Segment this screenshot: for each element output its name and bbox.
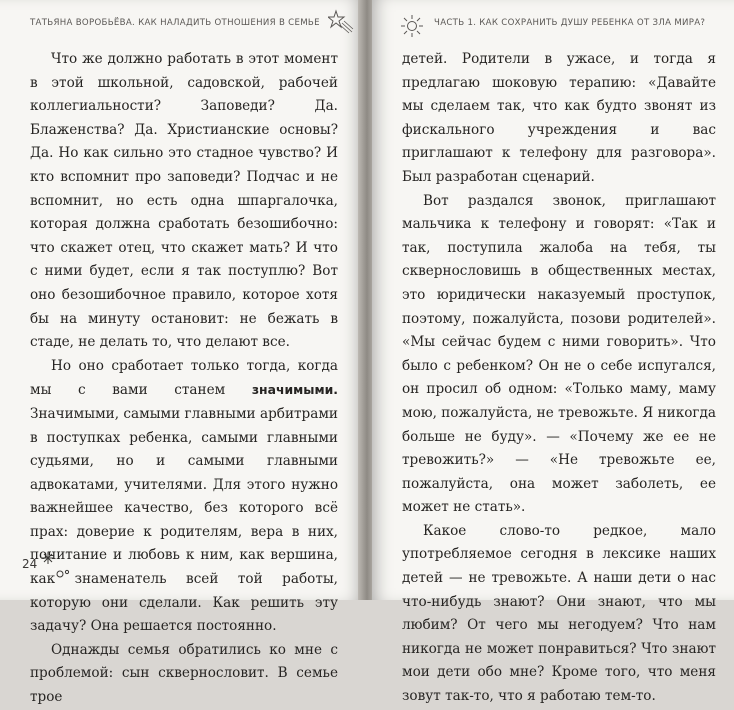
left-paragraph-1: Что же должно работать в этот момент в этой школьной, садовской, рабочей коллегиальности? Заповеди? Да. Блаженства? Да. Христианские основы? Да. Но как сильно это стадное чувство? И кто вспомнит про заповеди? Подчас и не вспомнит, но есть одна шпаргалочка, которая должна сработать безошибочно: что скажет отец, что скажет мать? И что с ними будет, если я так поступлю? Вот оно безошибочное правило, которое хотя бы на минуту остановит: не бежать в стаде, не делать то, что делают все.: [30, 51, 338, 351]
left-body-text: [30, 48, 338, 710]
left-page: [0, 0, 362, 706]
right-page: [372, 0, 734, 705]
left-running-header: [30, 10, 350, 36]
right-paragraph-1: детей. Родители в ужасе, и тогда я предлагаю шоковую терапию: «Давайте мы сделаем так, что как будто звонят из фискального учреждения и вас приглашают к телефону для разговора». Был разработан сценарий.: [402, 51, 716, 185]
right-body-text: [402, 48, 716, 709]
left-paragraph-2-start: Но оно сработает только тогда, когда мы с вами станем: [30, 357, 338, 399]
right-header-text: ЧАСТЬ 1. КАК СОХРАНИТЬ ДУШУ РЕБЕНКА ОТ ЗЛА МИРА?: [434, 18, 706, 28]
sparkle-decoration-icon: [40, 550, 72, 580]
left-paragraph-2-end: Значимыми, самыми главными арбитрами в поступках ребенка, самыми главными судьями, но и самыми главными адвокатами, учителями. Для этого нужно важнейшее качество, без которого всё прах: доверие к родителям, вера в них, почитание и любовь к ним, как вершина, как знаменатель всей той работы, которую они сделали. Как решить эту задачу? Она решается постоянно.: [30, 405, 338, 635]
comet-star-icon: [328, 8, 354, 34]
left-paragraph-2: [30, 355, 338, 639]
sun-icon: [400, 14, 424, 38]
emphasis-significant: значимыми.: [251, 382, 339, 398]
right-paragraph-2: Вот раздался звонок, приглашают мальчика к телефону и говорят: «Так и так, поступила жалоба на тебя, ты сквернословишь в общественных местах, это юридически наказуемый проступок, поэтому, пожалуйста, позови родителей». «Мы сейчас будем с ними говорить». Что было с ребенком? Он не о себе испугался, он просил об одном: «Только маму, маму мою, пожалуйста, не тревожьте. Я никогда больше не буду». — «Почему же ее не тревожить?» — «Не тревожьте ее, пожалуйста, она может заболеть, ее может не стать».: [402, 192, 717, 516]
right-paragraph-3: Какое слово-то редкое, мало употребляемое сегодня в лексике наших детей — не тревожьте. А наши дети о нас что-нибудь знают? Они знают, что мы любим? От чего мы негодуем? Что нам никогда не может понравиться? Что знают мои дети обо мне? Кроме того, что меня зовут так-то, что я работаю тем-то.: [402, 522, 716, 705]
left-header-text: ТАТЬЯНА ВОРОБЬЁВА. КАК НАЛАДИТЬ ОТНОШЕНИЯ В СЕМЬЕ: [30, 18, 320, 28]
left-paragraph-3: Однажды семья обратились ко мне с проблемой: сын сквернословит. В семье трое: [30, 641, 338, 706]
right-running-header: [396, 10, 716, 36]
page-number: 24: [22, 557, 38, 571]
